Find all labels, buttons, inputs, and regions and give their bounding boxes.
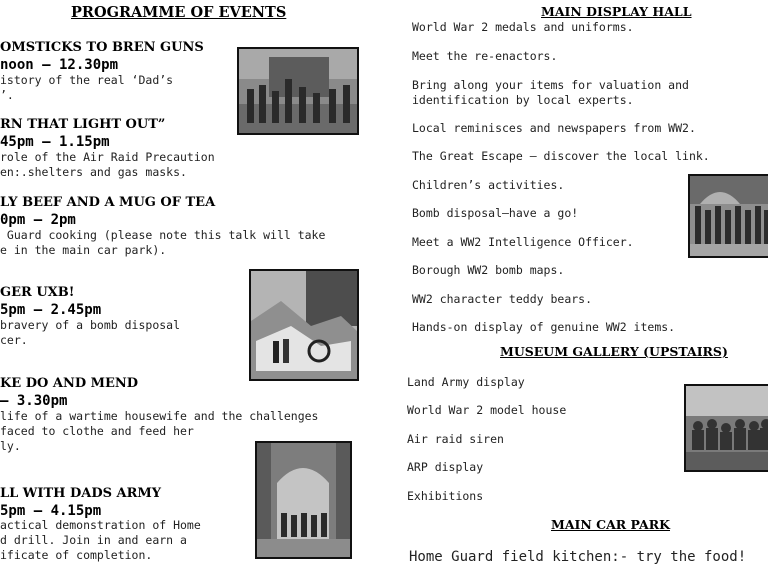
event-time: 5pm — 2.45pm	[0, 302, 102, 318]
display-hall-item: Bring along your items for valuation and identification by local experts.	[412, 78, 689, 107]
event-title: LL WITH DADS ARMY	[0, 486, 162, 501]
display-hall-item: Borough WW2 bomb maps.	[412, 263, 565, 277]
display-hall-item: Local reminisces and newspapers from WW2.	[412, 121, 696, 135]
gallery-item: Land Army display	[407, 375, 525, 389]
museum-gallery-heading: MUSEUM GALLERY (UPSTAIRS)	[500, 344, 728, 359]
gallery-item: Air raid siren	[407, 432, 504, 446]
event-time: noon — 12.30pm	[0, 57, 119, 73]
event-description: istory of the real ‘Dad’s ’.	[0, 73, 174, 102]
gallery-item: ARP display	[407, 460, 484, 474]
event-description: life of a wartime housewife and the challenges faced to clothe and feed her ly.	[0, 409, 319, 453]
event-description: role of the Air Raid Precaution en:.shelters and gas masks.	[0, 150, 215, 179]
event-title: LY BEEF AND A MUG OF TEA	[0, 195, 216, 210]
main-display-hall-heading: MAIN DISPLAY HALL	[541, 4, 692, 19]
display-hall-item: The Great Escape — discover the local link.	[412, 149, 710, 163]
display-hall-item: Children’s activities.	[412, 178, 565, 192]
event-title: RN THAT LIGHT OUT”	[0, 117, 166, 132]
event-title: GER UXB!	[0, 285, 75, 300]
car-park-item: Home Guard field kitchen:- try the food!	[409, 549, 747, 565]
programme-heading: PROGRAMME OF EVENTS	[71, 4, 287, 21]
display-hall-item: Bomb disposal—have a go!	[412, 206, 579, 220]
bomb-damage-photo	[249, 269, 359, 381]
event-time: 45pm — 1.15pm	[0, 134, 110, 150]
display-hall-item: Meet a WW2 Intelligence Officer.	[412, 235, 634, 249]
display-hall-item: World War 2 medals and uniforms.	[412, 20, 634, 34]
dads-army-parade-photo	[255, 441, 352, 559]
event-description: Guard cooking (please note this talk will take e in the main car park).	[0, 228, 326, 257]
display-hall-item: Meet the re-enactors.	[412, 49, 558, 63]
event-title: KE DO AND MEND	[0, 376, 139, 391]
display-hall-item: WW2 character teddy bears.	[412, 292, 593, 306]
main-car-park-heading: MAIN CAR PARK	[551, 517, 670, 532]
event-time: 5pm — 4.15pm	[0, 503, 102, 519]
wartime-group-photo	[688, 174, 768, 258]
display-hall-item: Hands-on display of genuine WW2 items.	[412, 320, 676, 334]
gallery-item: World War 2 model house	[407, 403, 567, 417]
land-army-field-photo	[684, 384, 768, 472]
event-time: 0pm — 2pm	[0, 212, 76, 228]
event-description: actical demonstration of Home d drill. Join in and earn a ificate of completion.	[0, 518, 201, 562]
event-title: OMSTICKS TO BREN GUNS	[0, 40, 204, 55]
gallery-item: Exhibitions	[407, 489, 484, 503]
event-description: bravery of a bomb disposal cer.	[0, 318, 181, 347]
event-time: — 3.30pm	[0, 393, 68, 409]
home-guard-soldiers-photo	[237, 47, 359, 135]
